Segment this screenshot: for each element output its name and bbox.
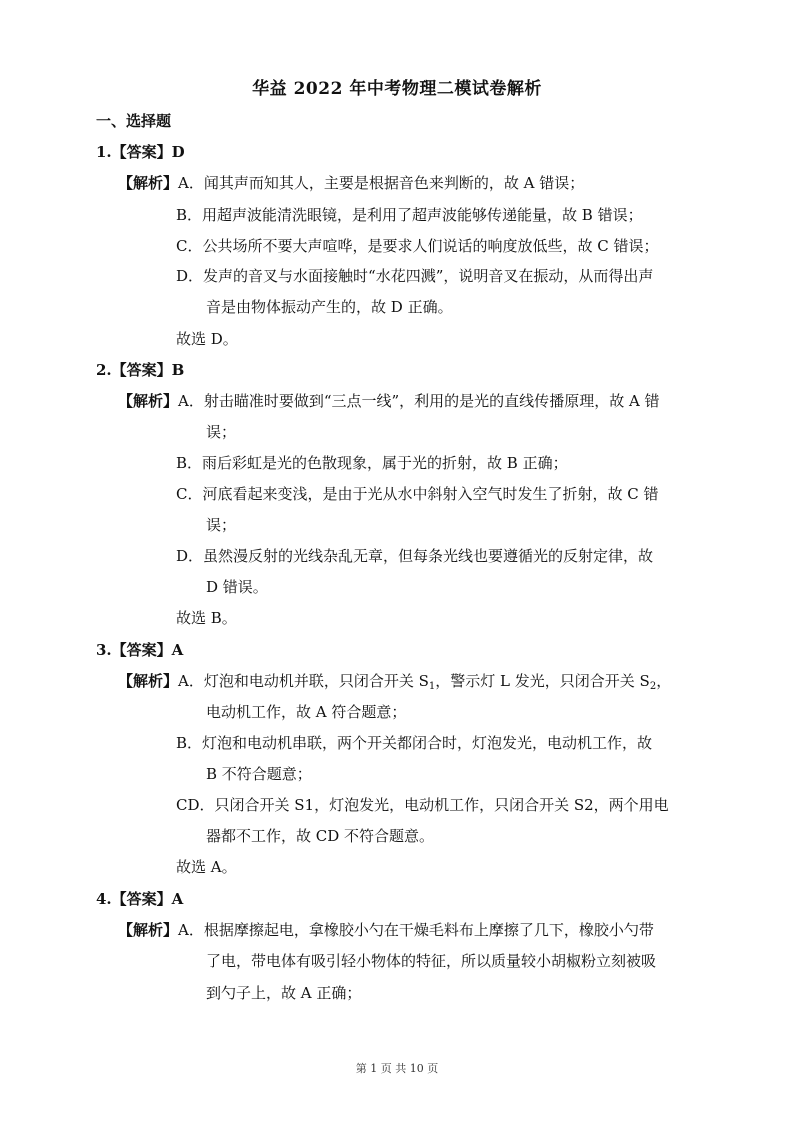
q3-answer: 3.【答案】A: [96, 641, 184, 659]
q2-answer: 2.【答案】B: [96, 361, 185, 379]
q3-conclusion: 故选 A。: [176, 858, 237, 876]
q4-analysis-line-3: 到勺子上，故 A 正确；: [206, 984, 362, 1002]
q2-analysis-line-2: 误；: [206, 423, 237, 441]
q1-analysis-line-4: D．发声的音叉与水面接触时“水花四溅”，说明音叉在振动，从而得出声: [176, 267, 654, 285]
q2-analysis-line-5: 误；: [206, 516, 237, 534]
page-footer: 第 1 页 共 10 页: [355, 1062, 439, 1075]
subscript-1: 1: [428, 681, 436, 692]
section-heading: 一、选择题: [96, 112, 172, 130]
q1-analysis-line-2: B．用超声波能清洗眼镜，是利用了超声波能够传递能量，故 B 错误；: [176, 206, 643, 224]
q4-analysis-line-1: 【解析】A．根据摩擦起电，拿橡胶小勺在干燥毛料布上摩擦了几下，橡胶小勺带: [118, 921, 654, 939]
analysis-label: 【解析】: [118, 921, 179, 939]
q3-analysis-line-3: B．灯泡和电动机串联，两个开关都闭合时，灯泡发光，电动机工作，故: [176, 734, 653, 752]
q3-analysis-line-6: 器都不工作，故 CD 不符合题意。: [206, 827, 435, 845]
q1-analysis-line-1: 【解析】A．闻其声而知其人，主要是根据音色来判断的，故 A 错误；: [118, 174, 585, 192]
q1-answer: 1.【答案】D: [96, 143, 185, 161]
q4-answer: 4.【答案】A: [96, 890, 184, 908]
analysis-label: 【解析】: [118, 672, 179, 690]
q1-conclusion: 故选 D。: [176, 330, 238, 348]
q3-analysis-line-1: 【解析】A．灯泡和电动机并联，只闭合开关 $S_1$，警示灯 L 发光，只闭合开关 $S_2$，: [118, 672, 672, 692]
q2-conclusion: 故选 B。: [176, 609, 237, 627]
q1-analysis-line-3: C．公共场所不要大声喧哗，是要求人们说话的响度放低些，故 C 错误；: [176, 237, 659, 255]
q2-analysis-line-6: D．虽然漫反射的光线杂乱无章，但每条光线也要遵循光的反射定律，故: [176, 547, 654, 565]
q4-analysis-line-2: 了电，带电体有吸引轻小物体的特征，所以质量较小胡椒粉立刻被吸: [206, 952, 657, 970]
q2-analysis-line-7: D 错误。: [206, 578, 268, 596]
q1-analysis-line-5: 音是由物体振动产生的，故 D 正确。: [206, 298, 453, 316]
analysis-label: 【解析】: [118, 174, 179, 192]
subscript-2: 2: [649, 681, 657, 692]
q3-analysis-line-4: B 不符合题意；: [206, 765, 312, 783]
q3-analysis-line-2: 电动机工作，故 A 符合题意；: [206, 703, 407, 721]
q2-analysis-line-4: C．河底看起来变浅，是由于光从水中斜射入空气时发生了折射，故 C 错: [176, 485, 659, 503]
page-title: 华益 2022 年中考物理二模试卷解析: [252, 79, 542, 99]
q2-analysis-line-3: B．雨后彩虹是光的色散现象，属于光的折射，故 B 正确；: [176, 454, 568, 472]
analysis-label: 【解析】: [118, 392, 179, 410]
q2-analysis-line-1: 【解析】A．射击瞄准时要做到“三点一线”，利用的是光的直线传播原理，故 A 错: [118, 392, 660, 410]
q3-analysis-line-5: CD．只闭合开关 S1，灯泡发光，电动机工作，只闭合开关 S2，两个用电: [176, 796, 669, 814]
